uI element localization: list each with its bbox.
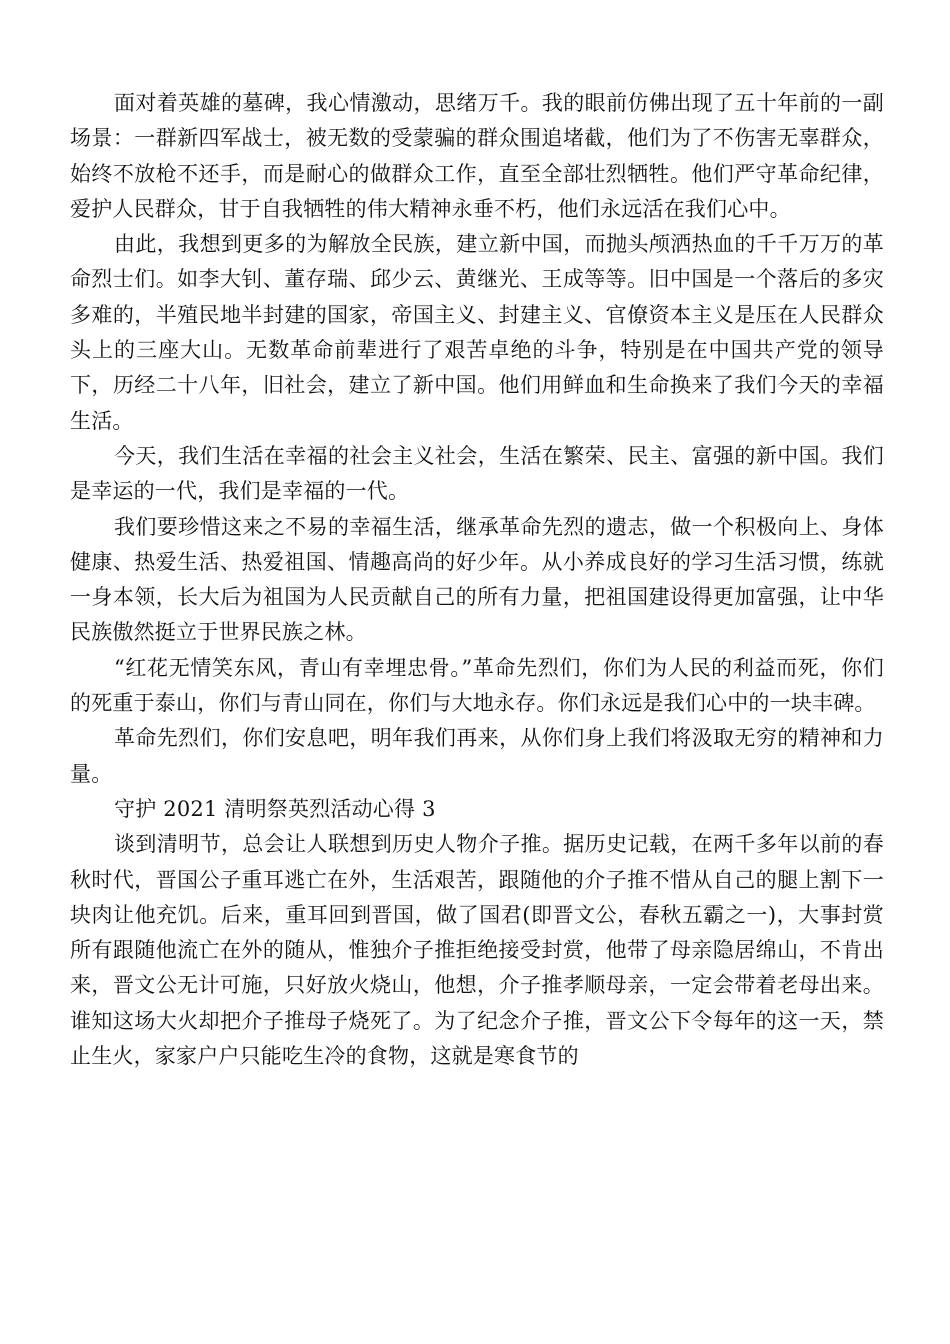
document-page <box>70 86 884 1074</box>
paragraph-5: “红花无情笑东风，青山有幸埋忠骨。”革命先烈们，你们为人民的利益而死，你们的死重于泰山，你们与青山同在，你们与大地永存。你们永远是我们心中的一块丰碑。 <box>70 655 884 716</box>
paragraph-3: 今天，我们生活在幸福的社会主义社会，生活在繁荣、民主、富强的新中国。我们是幸运的一代，我们是幸福的一代。 <box>70 443 884 504</box>
paragraph-1: 面对着英雄的墓碑，我心情激动，思绪万千。我的眼前仿佛出现了五十年前的一副场景：一群新四军战士，被无数的受蒙骗的群众围追堵截，他们为了不伤害无辜群众，始终不放枪不还手，而是耐心的做群众工作，直至全部壮烈牺牲。他们严守革命纪律，爱护人民群众，甘于自我牺牲的伟大精神永垂不朽，他们永远活在我们心中。 <box>70 91 884 221</box>
paragraph-7: 谈到清明节，总会让人联想到历史人物介子推。据历史记载，在两千多年以前的春秋时代，晋国公子重耳逃亡在外，生活艰苦，跟随他的介子推不惜从自己的腿上割下一块肉让他充饥。后来，重耳回到晋国，做了国君(即晋文公，春秋五霸之一)，大事封赏所有跟随他流亡在外的随从，惟独介子推拒绝接受封赏，他带了母亲隐居绵山，不肯出来，晋文公无计可施，只好放火烧山，他想，介子推孝顺母亲，一定会带着老母出来。谁知这场大火却把介子推母子烧死了。为了纪念介子推，晋文公下令每年的这一天，禁止生火，家家户户只能吃生冷的食物，这就是寒食节的 <box>70 832 884 1069</box>
paragraph-6: 革命先烈们，你们安息吧，明年我们再来，从你们身上我们将汲取无穷的精神和力量。 <box>70 726 884 786</box>
paragraph-4: 我们要珍惜这来之不易的幸福生活，继承革命先烈的遗志，做一个积极向上、身体健康、热爱生活、热爱祖国、情趣高尚的好少年。从小养成良好的学习生活习惯，练就一身本领，长大后为祖国为人民贡献自己的所有力量，把祖国建设得更加富强，让中华民族傲然挺立于世界民族之林。 <box>70 514 884 645</box>
section-heading: 守护 2021 清明祭英烈活动心得 3 <box>114 796 436 821</box>
paragraph-2: 由此，我想到更多的为解放全民族，建立新中国，而抛头颅洒热血的千千万万的革命烈士们。如李大钊、董存瑞、邱少云、黄继光、王成等等。旧中国是一个落后的多灾多难的，半殖民地半封建的国家，帝国主义、封建主义、官僚资本主义是压在人民群众头上的三座大山。无数革命前辈进行了艰苦卓绝的斗争，特别是在中国共产党的领导下，历经二十八年，旧社会，建立了新中国。他们用鲜血和生命换来了我们今天的幸福生活。 <box>70 232 884 433</box>
